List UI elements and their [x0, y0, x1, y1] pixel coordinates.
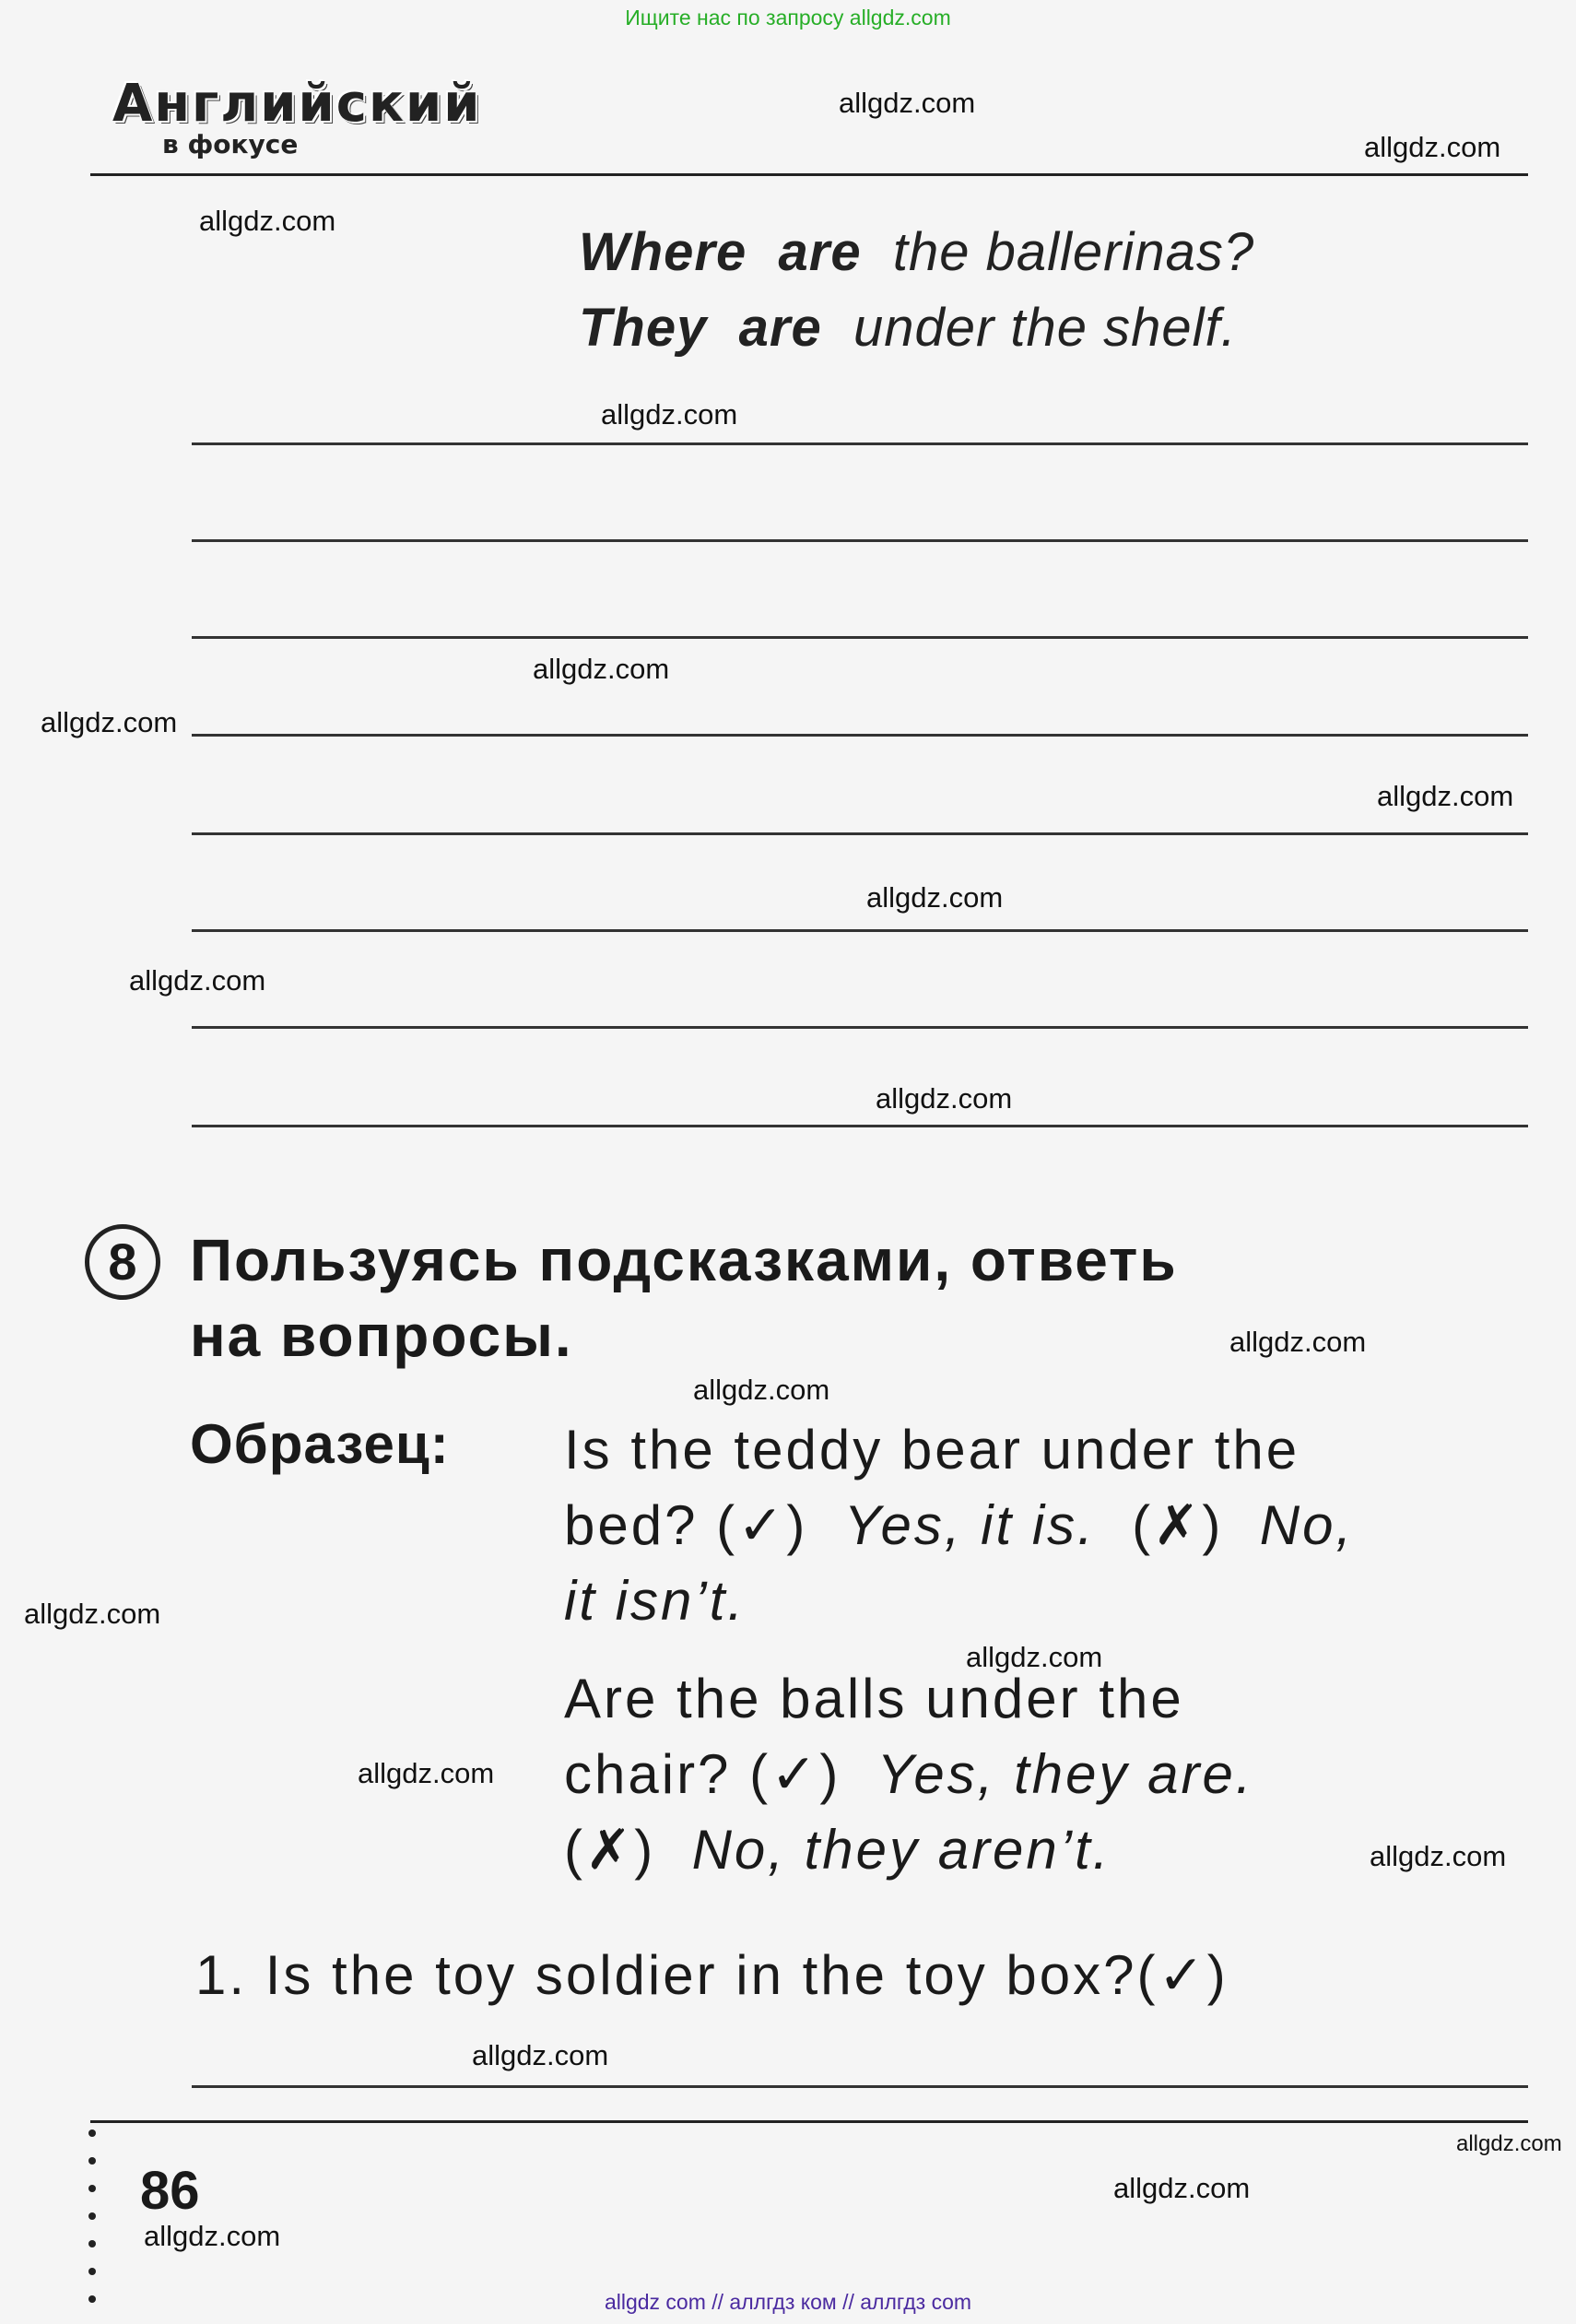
- answer-line[interactable]: [192, 1026, 1528, 1029]
- watermark: allgdz.com: [41, 706, 178, 738]
- example-question: Where are the ballerinas?: [579, 222, 1255, 282]
- sample1-line2: bed? (✓) Yes, it is. (✗) No,: [564, 1494, 1355, 1556]
- book-logo-title: Английский: [112, 74, 482, 134]
- sample2-line3: (✗) No, they aren’t.: [564, 1819, 1111, 1881]
- header-rule: [90, 173, 1528, 176]
- question-1: 1. Is the toy soldier in the toy box?(✓): [195, 1944, 1229, 2006]
- watermark: allgdz.com: [24, 1598, 161, 1630]
- watermark: allgdz.com: [144, 2220, 281, 2252]
- top-banner: Ищите нас по запросу allgdz.com: [625, 6, 951, 29]
- watermark: allgdz.com: [129, 964, 266, 997]
- book-logo-subtitle: в фокусе: [162, 129, 299, 159]
- watermark: allgdz.com: [866, 881, 1004, 914]
- watermark: allgdz.com: [1456, 2131, 1562, 2156]
- watermark: allgdz.com: [1370, 1840, 1507, 1872]
- watermark: allgdz.com: [533, 653, 670, 685]
- answer-line[interactable]: [192, 929, 1528, 932]
- answer-line[interactable]: [192, 539, 1528, 542]
- answer-line[interactable]: [192, 442, 1528, 445]
- answer-line[interactable]: [192, 734, 1528, 737]
- watermark: allgdz.com: [472, 2039, 609, 2071]
- task-instruction: Пользуясь подсказками, ответь на вопросы.: [190, 1227, 1178, 1369]
- bottom-banner: allgdz com // аллгдз ком // аллгдз com: [604, 2290, 972, 2314]
- example-answer: They are under the shelf.: [579, 298, 1237, 358]
- sample-label: Образец:: [190, 1413, 450, 1475]
- answer-line[interactable]: [192, 2085, 1528, 2088]
- answer-line[interactable]: [192, 636, 1528, 639]
- sample1-line3: it isn’t.: [564, 1570, 747, 1632]
- watermark: allgdz.com: [839, 87, 976, 119]
- sample2-line1: Are the balls under the: [564, 1668, 1184, 1729]
- watermark: allgdz.com: [1377, 780, 1514, 812]
- watermark: allgdz.com: [1364, 131, 1501, 163]
- footer-rule: [90, 2120, 1528, 2123]
- page-number: 86: [140, 2161, 200, 2221]
- answer-line[interactable]: [192, 832, 1528, 835]
- watermark: allgdz.com: [1113, 2172, 1251, 2204]
- watermark: allgdz.com: [1229, 1326, 1367, 1358]
- watermark: allgdz.com: [966, 1641, 1103, 1673]
- sample2-line2: chair? (✓) Yes, they are.: [564, 1743, 1254, 1805]
- watermark: allgdz.com: [876, 1082, 1013, 1115]
- watermark: allgdz.com: [358, 1757, 495, 1789]
- answer-line[interactable]: [192, 1125, 1528, 1127]
- watermark: allgdz.com: [601, 398, 738, 431]
- watermark: allgdz.com: [693, 1374, 830, 1406]
- margin-dots: [88, 2129, 98, 2323]
- task-number: 8: [85, 1224, 160, 1300]
- sample1-line1: Is the teddy bear under the: [564, 1419, 1300, 1481]
- watermark: allgdz.com: [199, 205, 336, 237]
